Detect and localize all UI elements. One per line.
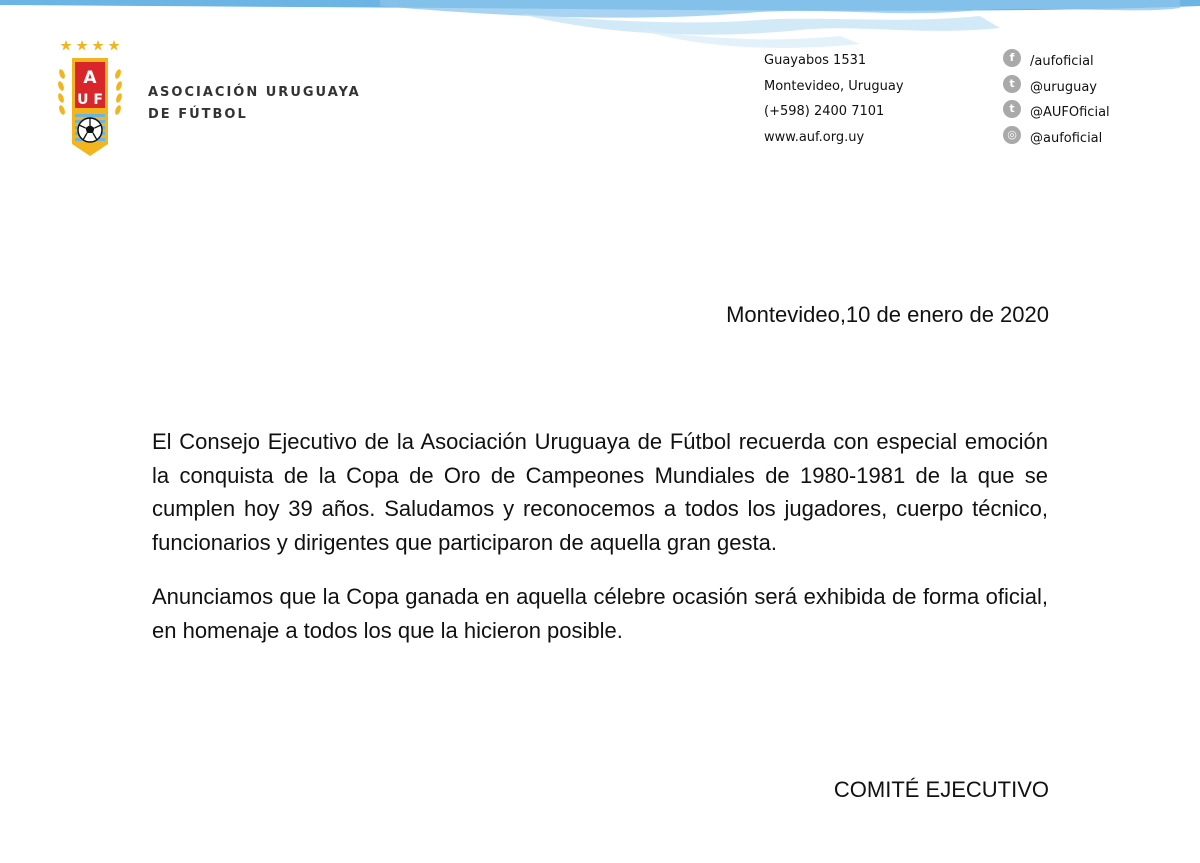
instagram-icon: ◎: [1003, 126, 1021, 144]
social-handle: @aufoficial: [1030, 130, 1103, 146]
letter-body: [152, 425, 1048, 668]
contact-address: Guayabos 1531: [764, 53, 867, 68]
svg-text:U F: U F: [77, 92, 103, 108]
twitter-icon: t: [1003, 75, 1021, 93]
contact-website[interactable]: www.auf.org.uy: [764, 129, 865, 145]
contact-block: [764, 48, 904, 150]
letter-paragraph: El Consejo Ejecutivo de la Asociación Uruguaya de Fútbol recuerda con especial emoción la conquista de la Copa de Oro de Campeones Mundiales de 1980-1981 de la que se cumplen hoy 39 años. Saludamos y reconocemos a todos los jugadores, cuerpo técnico, funcionarios y dirigentes que participaron de aquella gran gesta.: [152, 429, 1048, 555]
social-handle: /aufoficial: [1030, 54, 1094, 69]
svg-text:A: A: [83, 68, 97, 88]
social-handle: @uruguay: [1030, 79, 1097, 95]
facebook-icon: f: [1003, 49, 1021, 67]
contact-phone: (+598) 2400 7101: [764, 104, 885, 119]
contact-city: Montevideo, Uruguay: [764, 78, 904, 94]
letter-signature: COMITÉ EJECUTIVO: [833, 777, 1049, 802]
twitter-icon: t: [1003, 100, 1021, 118]
letter-paragraph: Anunciamos que la Copa ganada en aquella célebre ocasión será exhibida de forma oficial, en homenaje a todos los que la hicieron posible.: [152, 584, 1048, 643]
letter-date: Montevideo,10 de enero de 2020: [726, 302, 1049, 327]
organization-name: [148, 82, 361, 126]
org-name-line-2: DE FÚTBOL: [148, 107, 248, 122]
header-banner: [0, 0, 1200, 60]
auf-logo: [55, 36, 125, 158]
org-name-line-1: ASOCIACIÓN URUGUAYA: [148, 85, 361, 100]
social-handle: @AUFOficial: [1030, 105, 1110, 120]
